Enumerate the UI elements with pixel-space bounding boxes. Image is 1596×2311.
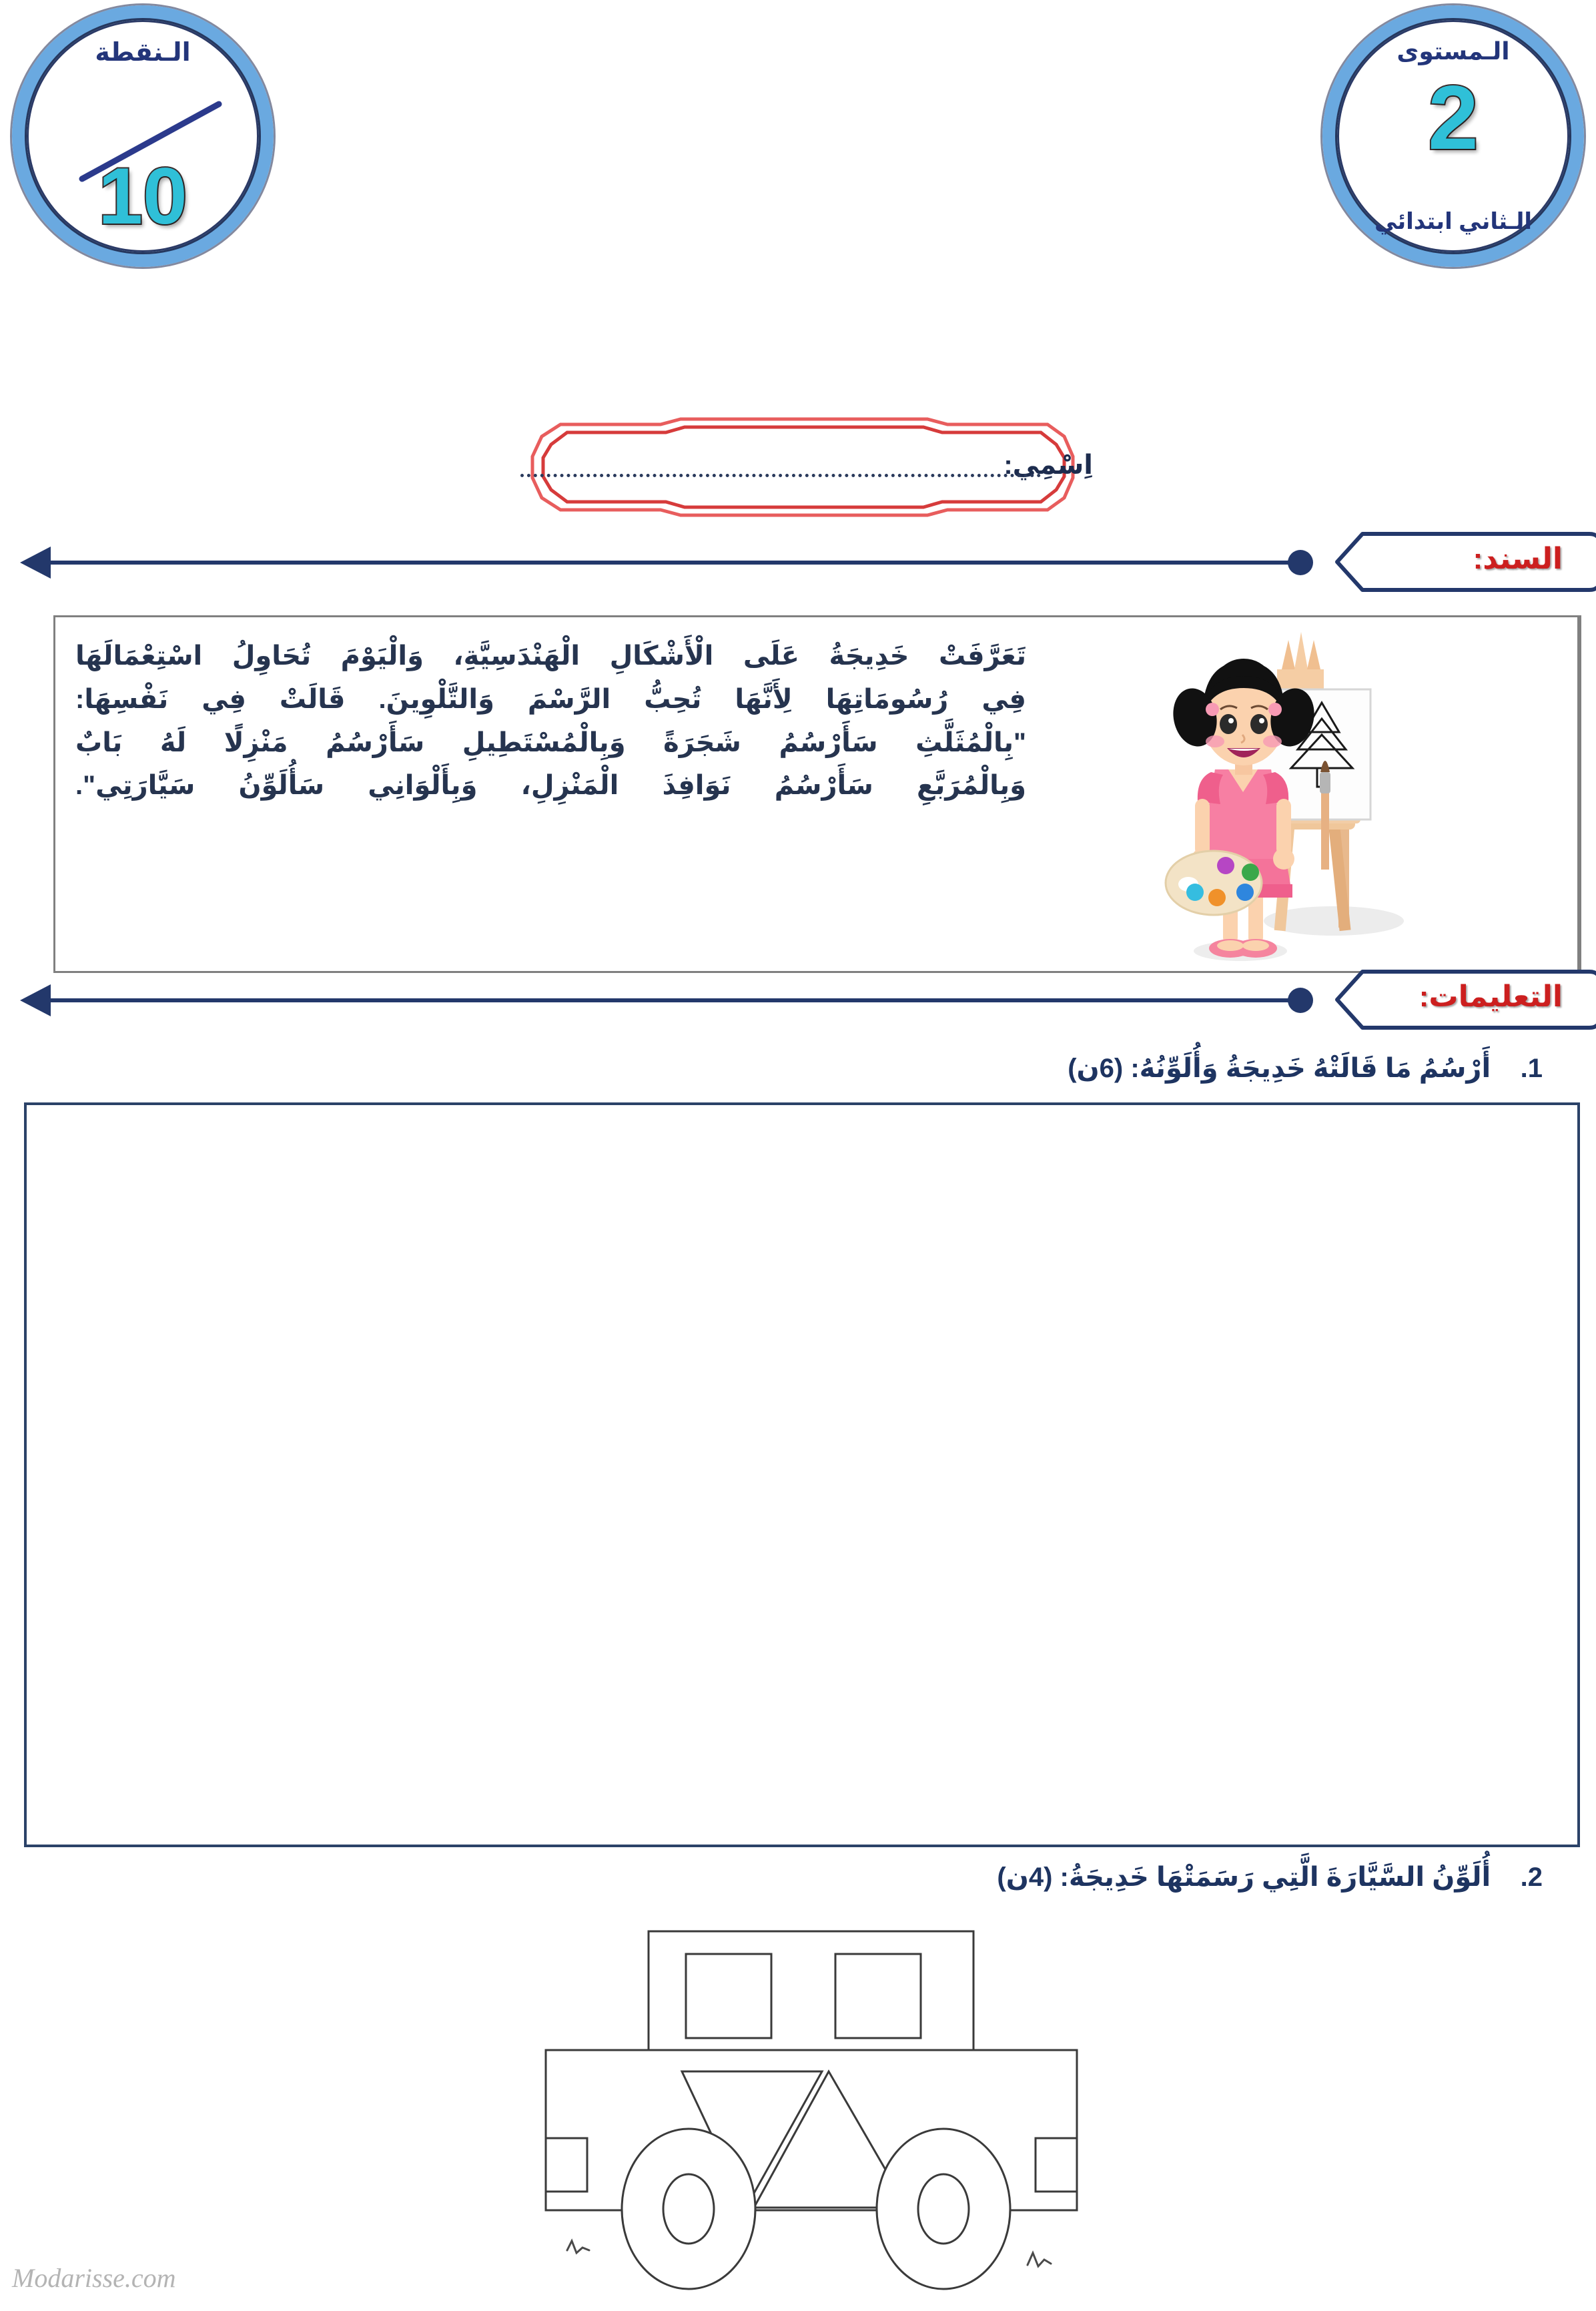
name-frame — [460, 416, 1141, 518]
level-badge-value: 2 — [1428, 67, 1479, 168]
squiggle-mark-right — [1028, 2253, 1051, 2266]
girl-painting-at-easel-icon — [1047, 617, 1577, 971]
level-badge — [1322, 5, 1584, 267]
wheel-hub-right — [918, 2174, 969, 2244]
score-badge — [12, 5, 274, 267]
instruction-item-1 — [1068, 1053, 1543, 1084]
level-badge-subtitle: الـثاني ابتدائي — [1374, 209, 1533, 234]
source-illustration-cell — [1049, 617, 1579, 971]
wheel-hub-left — [663, 2174, 714, 2244]
car-shapes-icon — [534, 1917, 1101, 2304]
score-badge-value: 10 — [98, 151, 187, 241]
instructions-heading: التعليمات: — [1419, 980, 1563, 1013]
source-line: وَبِالْمُرَبَّعِ سَأَرْسُمُ نَوَافِذَ الْمَنْزِلِ، وَبِأَلْوَانِي سَأُلَوِّنُ سَيَّارَتِي". — [75, 771, 1026, 801]
drawing-answer-box[interactable] — [24, 1102, 1580, 1847]
instructions-section-banner — [0, 969, 1596, 1030]
instruction-number: 2. — [1520, 1863, 1543, 1892]
level-badge-title: الـمستوى — [1396, 37, 1510, 65]
banner-rule — [48, 998, 1302, 1002]
source-line: فِي رُسُومَاتِهَا لِأَنَّهَا تُحِبُّ الرَّسْمَ وَالتَّلْوِينَ. قَالَتْ فِي نَفْسِهَا: — [75, 684, 1026, 714]
instruction-text: أُلَوِّنُ السَّيَّارَةَ الَّتِي رَسَمَتْهَا خَدِيجَةُ: (4ن) — [997, 1863, 1491, 1892]
window-square-right — [835, 1954, 921, 2038]
lamp-right — [1036, 2138, 1077, 2192]
source-heading: السند: — [1473, 543, 1563, 575]
name-label: اِسْمِي: — [1004, 450, 1093, 480]
squiggle-mark-left — [567, 2241, 589, 2253]
window-square-left — [686, 1954, 771, 2038]
banner-rule — [48, 561, 1302, 565]
source-line: تَعَرَّفَتْ خَدِيجَةُ عَلَى الْأَشْكَالِ الْهَنْدَسِيَّةِ، وَالْيَوْمَ تُحَاوِلُ اسْتِعْمَالَهَا — [75, 641, 1026, 671]
source-line: "بِالْمُثَلَّثِ سَأَرْسُمُ شَجَرَةً وَبِالْمُسْتَطِيلِ سَأَرْسُمُ مَنْزِلًا لَهُ بَابٌ — [75, 727, 1026, 757]
instruction-item-2 — [997, 1862, 1543, 1893]
source-table — [53, 615, 1581, 973]
score-badge-title: الـنقطة — [95, 39, 191, 67]
source-banner-shape — [1302, 531, 1596, 593]
source-text-cell — [55, 617, 1049, 971]
lamp-left — [546, 2138, 587, 2192]
arrow-left-icon — [20, 547, 51, 579]
arrow-left-icon — [20, 984, 51, 1016]
name-input-line[interactable] — [520, 474, 1041, 477]
site-watermark: Modarisse.com — [12, 2263, 176, 2293]
instruction-text: أَرْسُمُ مَا قَالَتْهُ خَدِيجَةُ وَأُلَوِّنُهُ: (6ن) — [1068, 1054, 1491, 1083]
instructions-banner-shape — [1302, 969, 1596, 1030]
instruction-number: 1. — [1520, 1054, 1543, 1083]
car-outline-drawing[interactable] — [534, 1917, 1101, 2304]
source-section-banner — [0, 531, 1596, 593]
